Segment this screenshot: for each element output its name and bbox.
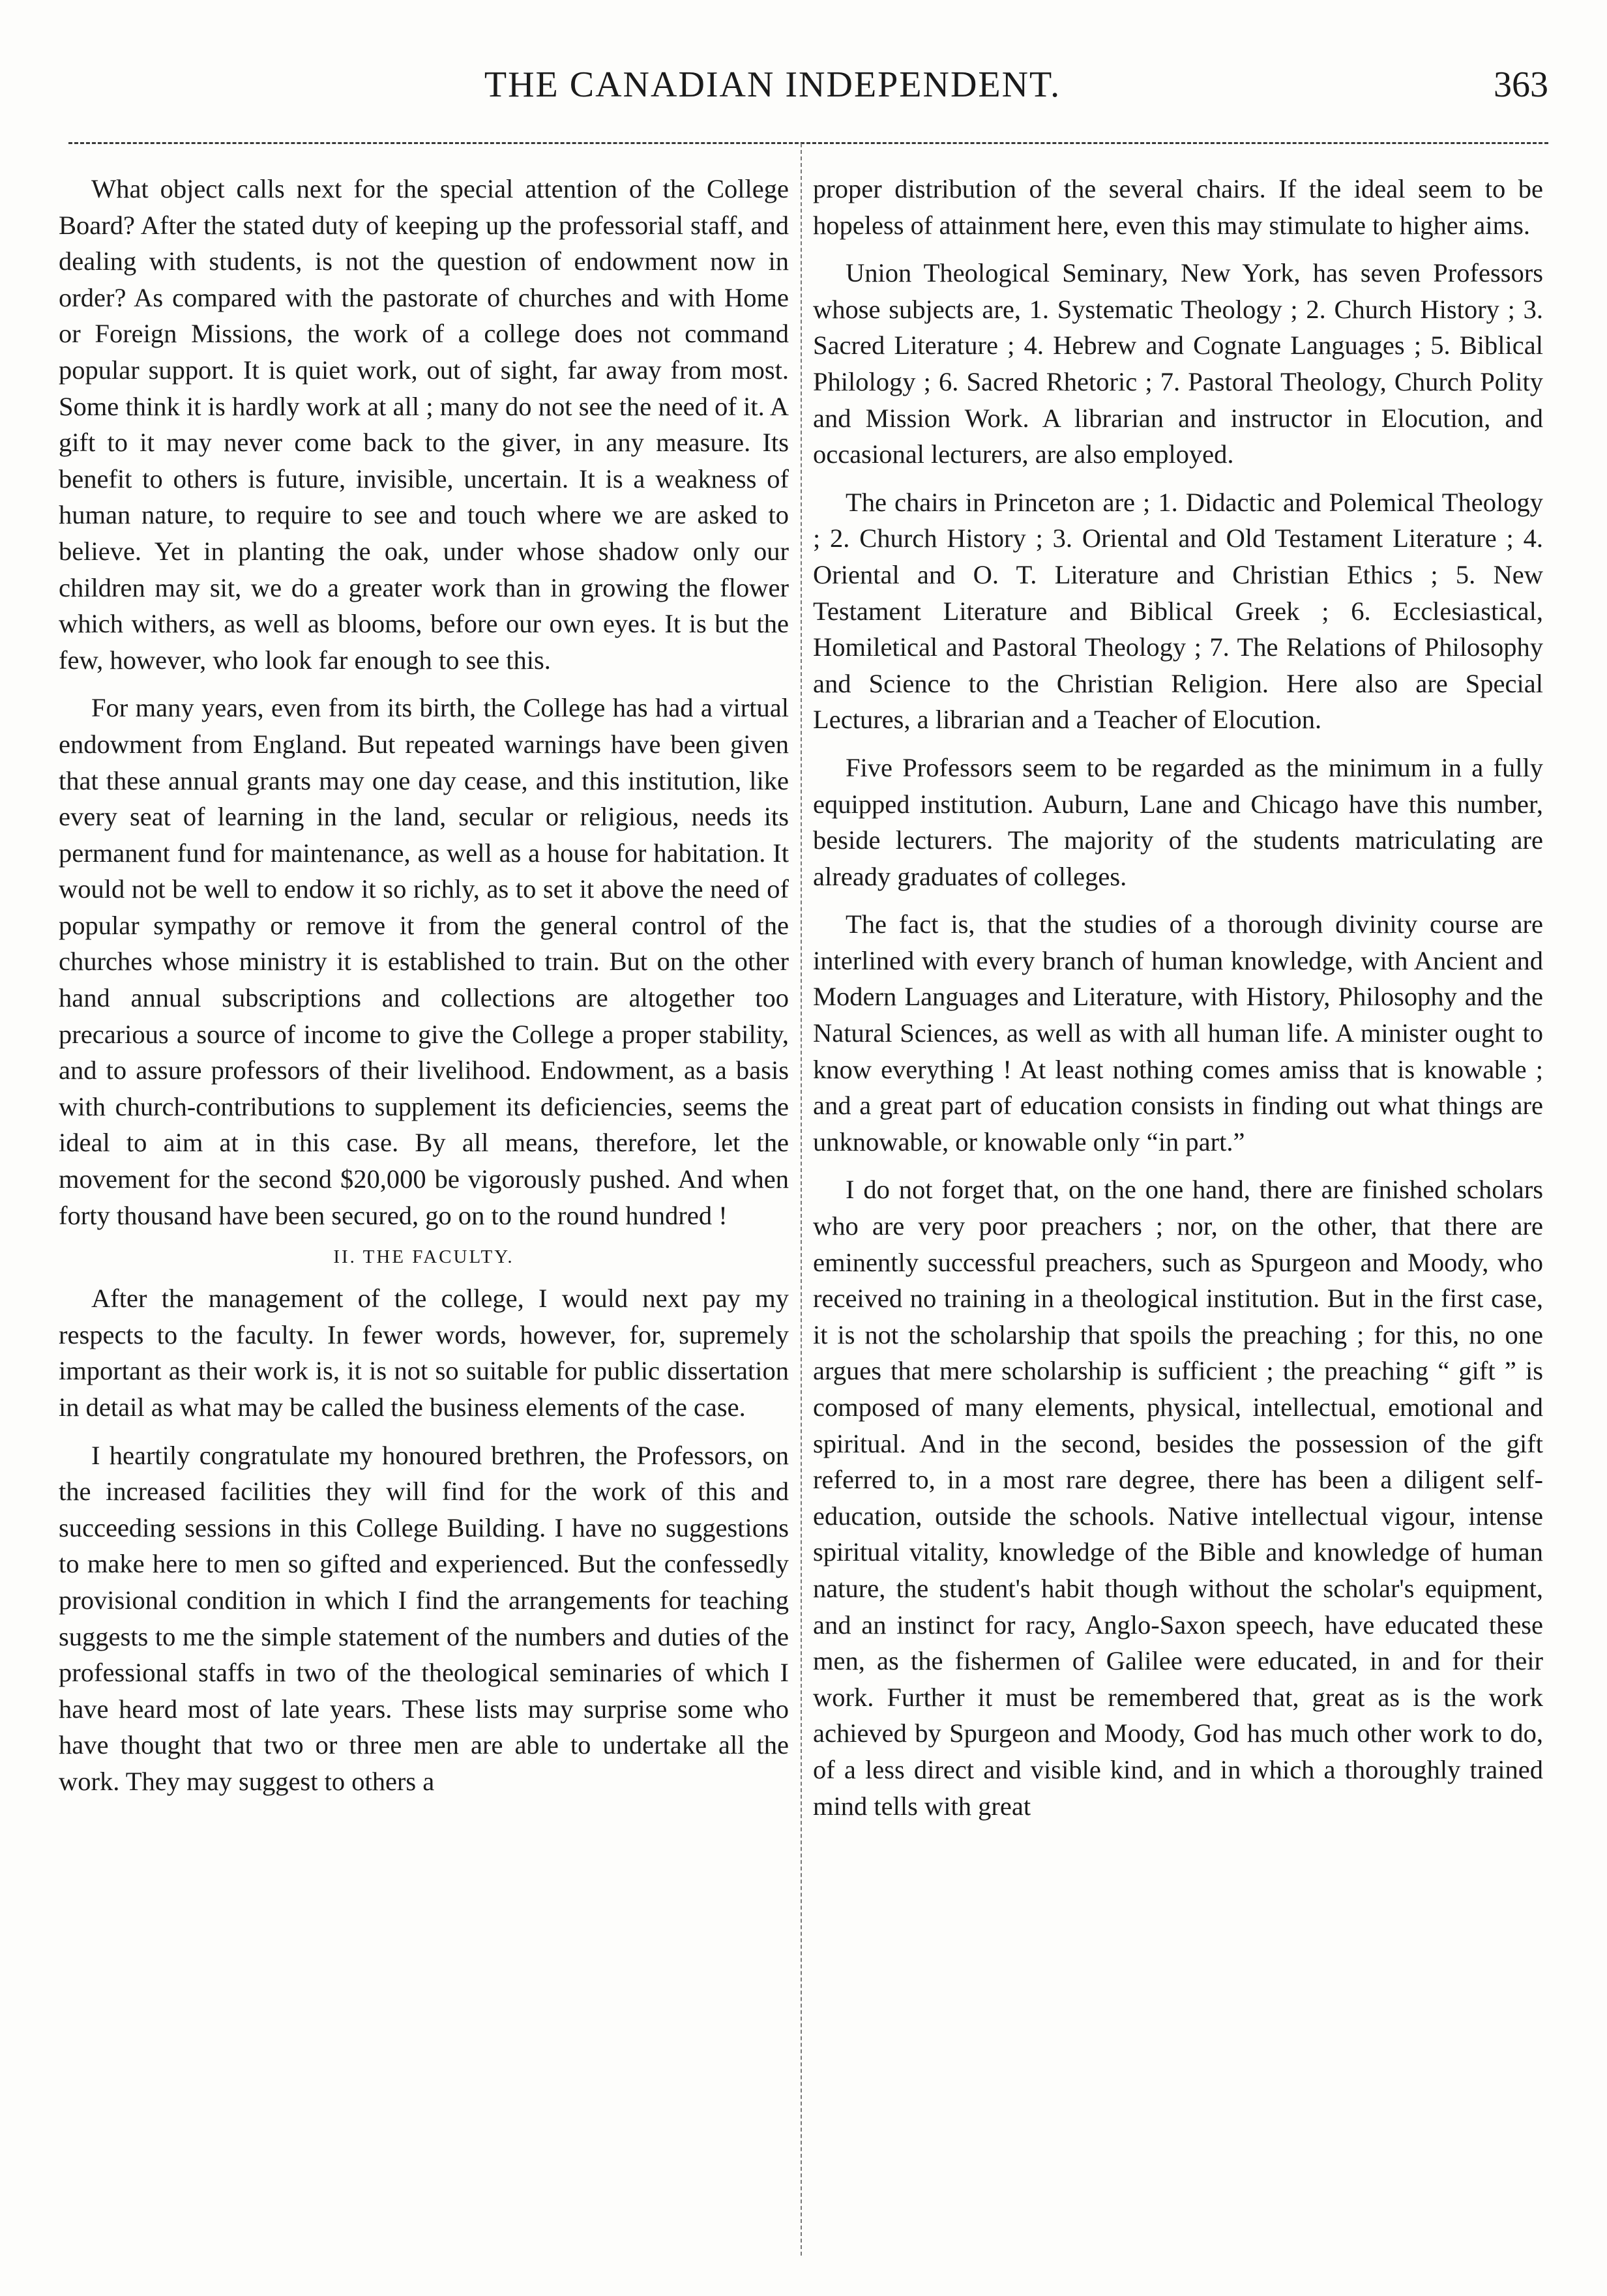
running-title: THE CANADIAN INDEPENDENT. — [484, 65, 1061, 105]
right-column — [813, 171, 1543, 2263]
paragraph-endowment: What object calls next for the special attention of the College Board? After the stated duty of keeping up the professorial staff, and dealing with students, is not the question of endowment now in order? As compared with the pastorate of churches and with Home or Foreign Missions, the work of a college does not command popular support. It is quiet work, out of sight, far away from most. Some think it is hardly work at all ; many do not see the need of it. A gift to it may never come back to the giver, in any measure. Its benefit to others is future, invisible, uncertain. It is a weakness of human nature, to require to see and touch where we are asked to believe. Yet in planting the oak, under whose shadow only our children may sit, we do a greater work than in growing the flower which withers, as well as blooms, before our own eyes. It is but the few, however, who look far enough to see this. — [59, 174, 789, 675]
paragraph-continuation: proper distribution of the several chairs. If the ideal seem to be hopeless of attainment here, even this may stimulate to higher aims. — [813, 174, 1543, 240]
header-rule — [68, 142, 1548, 144]
left-column — [59, 171, 789, 2263]
paragraph-princeton: The chairs in Princeton are ; 1. Didactic and Polemical Theology ; 2. Church History ; 3. Oriental and Old Testament Literature ; 4. Oriental and O. T. Literature and Christian Ethics ; 5. New Testament Literature and Biblical Greek ; 6. Ecclesiastical, Homiletical and Pastoral Theology ; 7. The Relations of Philosophy and Science to the Christian Religion. Here also are Special Lectures, a librarian and a Teacher of Elocution. — [813, 487, 1543, 735]
page-number: 363 — [1494, 65, 1548, 105]
paragraph-congratulations: I heartily congratulate my honoured brethren, the Professors, on the increased facilities they will find for the work of this and succeeding sessions in this College Building. I have no suggestions to make here to men so gifted and experienced. But the confessedly provisional condition in which I find the arrangements for teaching suggests to me the simple statement of the numbers and duties of the professional staffs in two of the theological seminaries of which I have heard most of late years. These lists may surprise some who have thought that two or three men are able to undertake all the work. They may suggest to others a — [59, 1440, 789, 1796]
column-divider — [801, 143, 802, 2256]
paragraph-union-seminary: Union Theological Seminary, New York, has seven Professors whose subjects are, 1. Systematic Theology ; 2. Church History ; 3. Sacred Literature ; 4. Hebrew and Cognate Languages ; 5. Biblical Philology ; 6. Sacred Rhetoric ; 7. Pastoral Theology, Church Polity and Mission Work. A librarian and instructor in Elocution, and occasional lecturers, are also employed. — [813, 258, 1543, 469]
paragraph-faculty-intro: After the management of the college, I would next pay my respects to the faculty. In fewer words, however, for, supremely important as their work is, it is not so suitable for public dissertation in detail as what may be called the business elements of the case. — [59, 1284, 789, 1422]
paragraph-five-professors: Five Professors seem to be regarded as the minimum in a fully equipped institution. Auburn, Lane and Chicago have this number, beside lecturers. The majority of the students matriculating are already graduates of colleges. — [813, 752, 1543, 891]
paragraph-scholars-preachers: I do not forget that, on the one hand, there are finished scholars who are very poor preachers ; nor, on the other, that there are eminently successful preachers, such as Spurgeon and Moody, who received no training in a theological institution. But in the first case, it is not the scholarship that spoils the preaching ; for this, no one argues that mere scholarship is sufficient ; the preaching “ gift ” is composed of many elements, physical, intellectual, emotional and spiritual. And in the second, besides the possession of the gift referred to, in a most rare degree, there has been a diligent self-education, outside the schools. Native intellectual vigour, intense spiritual vitality, knowledge of the Bible and knowledge of human nature, the student's habit though without the scholar's equipment, and an instinct for racy, Anglo-Saxon speech, have educated these men, as the fishermen of Galilee were educated, in and for their work. Further it must be remembered that, great as is the work achieved by Spurgeon and Moody, God has much other work to do, of a less direct and visible kind, and in which a thoroughly trained mind tells with great — [813, 1175, 1543, 1821]
section-heading: II. THE FACULTY. — [333, 1246, 514, 1268]
paragraph-divinity-course: The fact is, that the studies of a thorough divinity course are interlined with every branch of human knowledge, with Ancient and Modern Languages and Literature, with History, Philosophy and the Natural Sciences, as well as with all human life. A minister ought to know everything ! At least nothing comes amiss that is knowable ; and a great part of education consists in finding out what things are unknowable, or knowable only “in part.” — [813, 909, 1543, 1156]
paragraph-english-endowment: For many years, even from its birth, the College has had a virtual endowment from England. But repeated warnings have been given that these annual grants may one day cease, and this institution, like every seat of learning in the land, secular or religious, needs its permanent fund for maintenance, as well as a house for habitation. It would not be well to endow it so richly, as to set it above the need of popular sympathy or remove it from the general control of the churches whose ministry it is established to train. But on the other hand annual subscriptions and collections are altogether too precarious a source of income to give the College a proper stability, and to assure professors of their livelihood. Endowment, as a basis with church-contributions to supplement its deficiencies, seems the ideal to aim at in this case. By all means, therefore, let the movement for the second $20,000 be vigorously pushed. And when forty thousand have been secured, go on to the round hundred ! — [59, 693, 789, 1230]
